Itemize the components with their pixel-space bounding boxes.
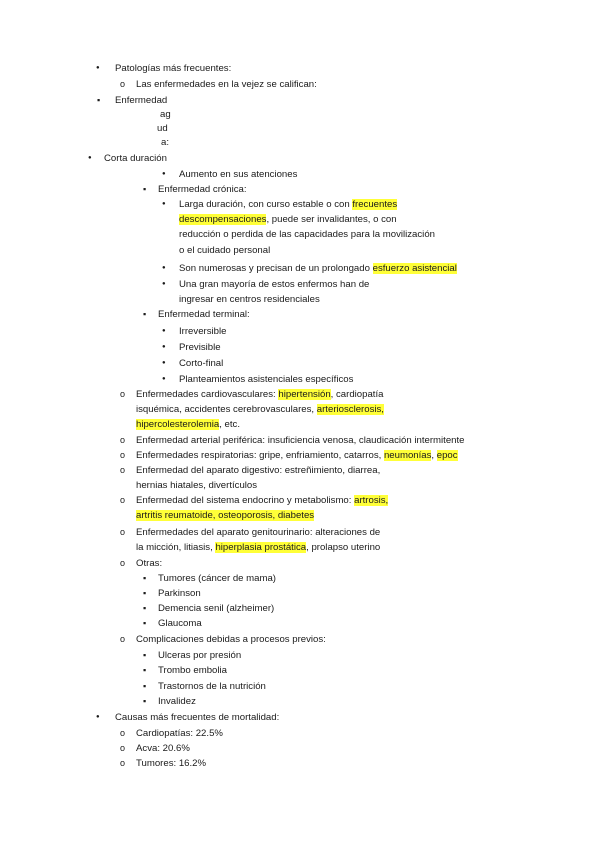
list-item-continuation: hernias hiatales, divertículos [136, 480, 258, 491]
list-item: Glaucoma [158, 618, 202, 629]
text-run: la micción, litiasis, [136, 542, 216, 553]
list-item-fragment: ag [160, 109, 171, 120]
list-item: Invalidez [158, 696, 196, 707]
highlighted-text: descompensaciones [179, 214, 267, 225]
bullet-square-icon [143, 183, 146, 196]
bullet-dot-icon [162, 198, 166, 211]
highlighted-text: arteriosclerosis, [316, 404, 384, 415]
bullet-circle-icon [120, 434, 125, 447]
bullet-circle-icon [120, 557, 125, 570]
bullet-square-icon [143, 695, 146, 708]
highlighted-text: hipercolesterolemia [136, 419, 220, 430]
highlighted-text: neumonías [383, 450, 432, 461]
bullet-circle-icon [120, 526, 125, 539]
list-item: Enfermedad arterial periférica: insuficiencia venosa, claudicación intermitente [136, 435, 465, 446]
list-item [136, 494, 388, 507]
list-item-fragment: a: [161, 137, 170, 148]
section-title-patologias: Patologías más frecuentes: [115, 63, 232, 74]
list-item: Las enfermedades en la vejez se califican: [136, 79, 317, 90]
highlighted-text: esfuerzo asistencial [372, 263, 457, 274]
bullet-square-icon [143, 602, 146, 615]
list-item: Enfermedad del aparato digestivo: estreñimiento, diarrea, [136, 465, 381, 476]
bullet-square-icon [143, 680, 146, 693]
bullet-circle-icon [120, 388, 125, 401]
bullet-circle-icon [120, 78, 125, 91]
list-item-fragment: ud [157, 123, 168, 134]
list-item: Irreversible [179, 326, 227, 337]
list-item: Ulceras por presión [158, 650, 242, 661]
bullet-square-icon [143, 587, 146, 600]
text-run: Larga duración, con curso estable o con [179, 199, 353, 210]
list-item: Trombo embolia [158, 665, 227, 676]
bullet-circle-icon [120, 633, 125, 646]
list-item: Una gran mayoría de estos enfermos han de [179, 279, 370, 290]
highlighted-text: hipertensión [278, 389, 331, 400]
highlighted-text: artrosis, [354, 495, 389, 506]
bullet-square-icon [143, 664, 146, 677]
bullet-square-icon [143, 308, 146, 321]
bullet-circle-icon [120, 727, 125, 740]
bullet-circle-icon [120, 449, 125, 462]
list-item-continuation [136, 541, 380, 554]
text-run: Son numerosas y precisan de un prolongado [179, 263, 373, 274]
highlighted-text: epoc [436, 450, 458, 461]
bullet-dot-icon [96, 62, 100, 75]
bullet-square-icon [143, 617, 146, 630]
text-run: , [431, 450, 437, 461]
bullet-circle-icon [120, 742, 125, 755]
list-item: Parkinson [158, 588, 201, 599]
list-item: Cardiopatías: 22.5% [136, 728, 223, 739]
list-item: Previsible [179, 342, 221, 353]
bullet-dot-icon [162, 168, 166, 181]
list-item [179, 213, 397, 226]
list-item: Otras: [136, 558, 163, 569]
text-run: , prolapso uterino [306, 542, 381, 553]
list-item: Tumores (cáncer de mama) [158, 573, 277, 584]
list-item: Complicaciones debidas a procesos previos: [136, 634, 326, 645]
bullet-dot-icon [162, 325, 166, 338]
highlighted-text: artritis reumatoide, osteoporosis, diabetes [136, 510, 315, 521]
bullet-dot-icon [88, 152, 92, 165]
list-item-continuation [136, 418, 240, 431]
list-item: Corta duración [104, 153, 167, 164]
bullet-square-icon [143, 572, 146, 585]
highlighted-text: hiperplasia prostática [215, 542, 307, 553]
list-item [136, 388, 383, 401]
text-run: Enfermedades cardiovasculares: [136, 389, 279, 400]
list-item: Tumores: 16.2% [136, 758, 207, 769]
bullet-dot-icon [162, 278, 166, 291]
bullet-dot-icon [162, 373, 166, 386]
text-run: , puede ser invalidantes, o con [266, 214, 397, 225]
bullet-dot-icon [96, 711, 100, 724]
list-item: Enfermedad crónica: [158, 184, 247, 195]
text-run: Enfermedad del sistema endocrino y metabolismo: [136, 495, 355, 506]
list-item-continuation [136, 509, 314, 522]
bullet-circle-icon [120, 757, 125, 770]
list-item [179, 262, 457, 275]
bullet-square-icon [97, 94, 100, 107]
list-item: Corto-final [179, 358, 224, 369]
list-item-continuation: ingresar en centros residenciales [179, 294, 320, 305]
text-run: , cardiopatía [330, 389, 384, 400]
list-item [179, 198, 397, 211]
list-item: Planteamientos asistenciales específicos [179, 374, 354, 385]
text-run: , etc. [219, 419, 240, 430]
list-item: Demencia senil (alzheimer) [158, 603, 275, 614]
list-item: Acva: 20.6% [136, 743, 190, 754]
bullet-circle-icon [120, 494, 125, 507]
bullet-dot-icon [162, 262, 166, 275]
bullet-dot-icon [162, 341, 166, 354]
list-item-continuation [136, 403, 384, 416]
bullet-dot-icon [162, 357, 166, 370]
list-item-continuation: o el cuidado personal [179, 245, 271, 256]
highlighted-text: frecuentes [352, 199, 398, 210]
section-title-mortalidad: Causas más frecuentes de mortalidad: [115, 712, 280, 723]
list-item [136, 449, 458, 462]
bullet-square-icon [143, 649, 146, 662]
bullet-circle-icon [120, 464, 125, 477]
list-item: Enfermedad terminal: [158, 309, 250, 320]
list-item: Enfermedades del aparato genitourinario: alteraciones de [136, 527, 381, 538]
text-run: Enfermedades respiratorias: gripe, enfriamiento, catarros, [136, 450, 384, 461]
list-item: Enfermedad [115, 95, 168, 106]
list-item: Trastornos de la nutrición [158, 681, 266, 692]
list-item: Aumento en sus atenciones [179, 169, 298, 180]
text-run: isquémica, accidentes cerebrovasculares, [136, 404, 317, 415]
list-item-continuation: reducción o perdida de las capacidades para la movilización [179, 229, 435, 240]
